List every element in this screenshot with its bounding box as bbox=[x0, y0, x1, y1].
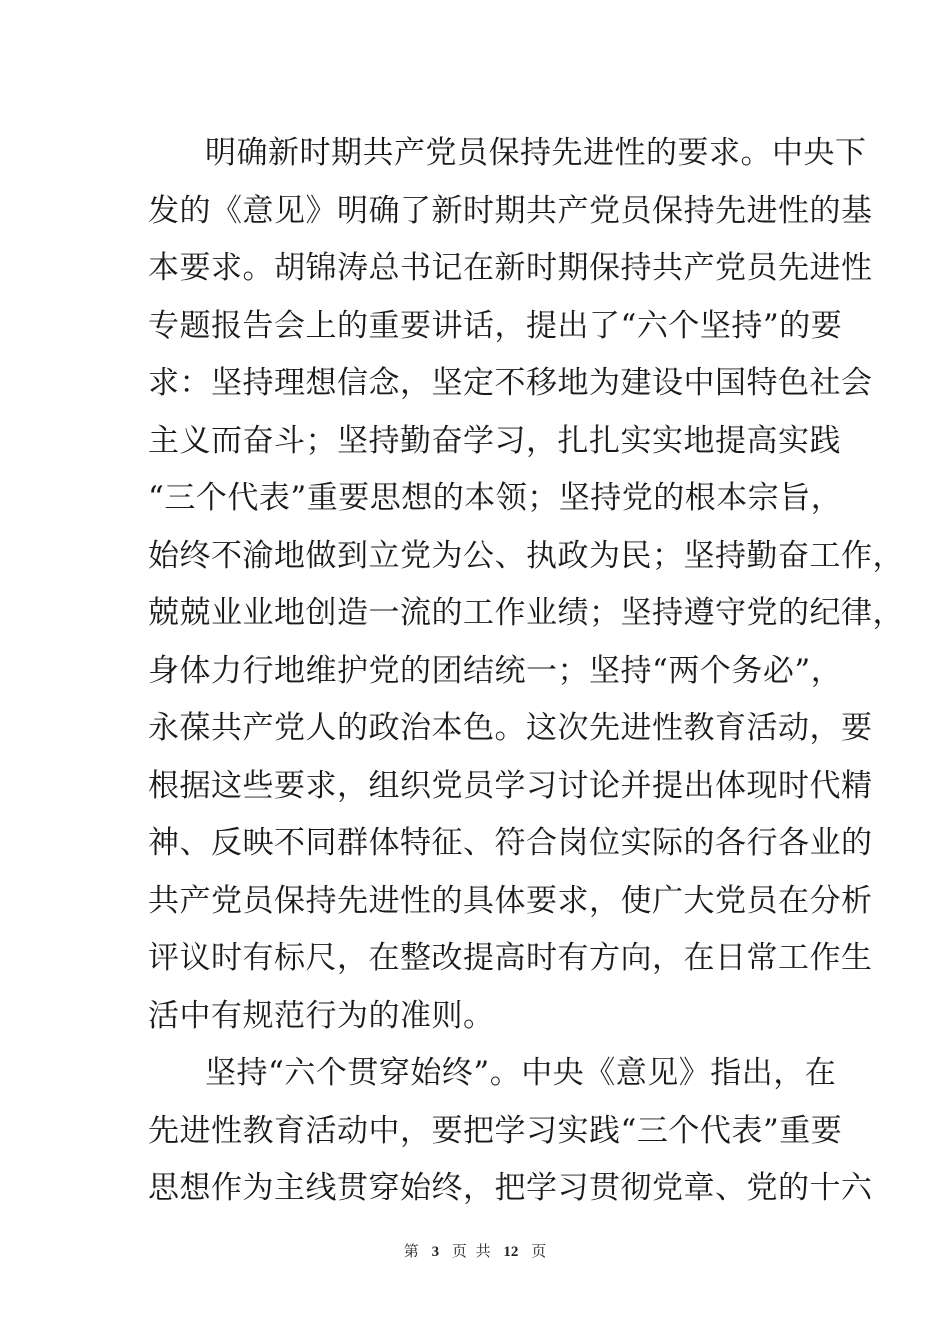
paragraph-1-line-12: 根据这些要求，组织党员学习讨论并提出体现时代精 bbox=[148, 768, 873, 804]
footer-middle: 页 共 bbox=[451, 1242, 491, 1260]
paragraph-1-line-2: 发的《意见》明确了新时期共产党员保持先进性的基 bbox=[148, 193, 873, 229]
paragraph-1-line-3: 本要求。胡锦涛总书记在新时期保持共产党员先进性 bbox=[148, 250, 873, 286]
paragraph-1-line-5: 求：坚持理想信念，坚定不移地为建设中国特色社会 bbox=[148, 365, 873, 401]
paragraph-2-line-2: 先进性教育活动中，要把学习实践“三个代表”重要 bbox=[148, 1113, 843, 1149]
paragraph-1-line-1: 明确新时期共产党员保持先进性的要求。中央下 bbox=[205, 135, 867, 171]
paragraph-1-line-8: 始终不渝地做到立党为公、执政为民；坚持勤奋工作， bbox=[148, 538, 904, 574]
paragraph-1-line-10: 身体力行地维护党的团结统一；坚持“两个务必”， bbox=[148, 653, 843, 689]
paragraph-1-line-4: 专题报告会上的重要讲话，提出了“六个坚持”的要 bbox=[148, 308, 843, 344]
paragraph-1-line-11: 永葆共产党人的政治本色。这次先进性教育活动，要 bbox=[148, 710, 873, 746]
paragraph-1-line-14: 共产党员保持先进性的具体要求，使广大党员在分析 bbox=[148, 883, 873, 919]
paragraph-1-line-7: “三个代表”重要思想的本领；坚持党的根本宗旨， bbox=[148, 480, 843, 516]
total-pages-number: 12 bbox=[503, 1244, 519, 1260]
paragraph-1-line-13: 神、反映不同群体特征、符合岗位实际的各行各业的 bbox=[148, 825, 873, 861]
footer-prefix: 第 bbox=[403, 1242, 419, 1260]
footer-suffix: 页 bbox=[531, 1242, 547, 1260]
current-page-number: 3 bbox=[431, 1244, 440, 1260]
paragraph-2-line-1: 坚持“六个贯穿始终”。中央《意见》指出，在 bbox=[205, 1055, 837, 1091]
paragraph-1-line-15: 评议时有标尺，在整改提高时有方向，在日常工作生 bbox=[148, 940, 873, 976]
paragraph-2-line-3: 思想作为主线贯穿始终，把学习贯彻党章、党的十六 bbox=[148, 1170, 873, 1206]
paragraph-1-line-16: 活中有规范行为的准则。 bbox=[148, 998, 495, 1034]
paragraph-1-line-9: 兢兢业业地创造一流的工作业绩；坚持遵守党的纪律， bbox=[148, 595, 904, 631]
page-footer bbox=[0, 1241, 950, 1262]
paragraph-1-line-6: 主义而奋斗；坚持勤奋学习，扎扎实实地提高实践 bbox=[148, 423, 841, 459]
